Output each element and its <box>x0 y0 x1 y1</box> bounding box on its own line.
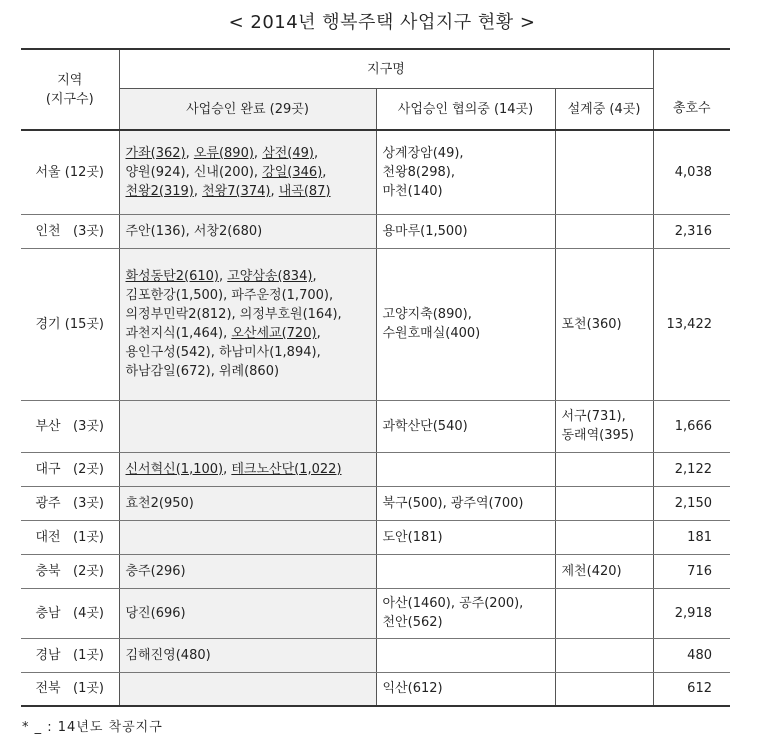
designing-line: 서구(731), <box>561 409 626 424</box>
designing-cell <box>555 130 653 214</box>
designing-cell <box>555 638 653 672</box>
designing-cell <box>555 248 653 400</box>
designing-cell <box>555 452 653 486</box>
district-item: 주안(136) <box>125 223 186 239</box>
table-row <box>21 520 730 554</box>
approved-cell <box>119 672 376 706</box>
approved-line: 양원(924), 신내(200), 강일(346), <box>125 164 327 180</box>
region-cell: 경기 (15곳) <box>21 248 119 400</box>
consulting-line: 수원호매실(400) <box>382 326 481 341</box>
region-cell: 부산 (3곳) <box>21 400 119 452</box>
approved-cell <box>119 452 376 486</box>
approved-cell <box>119 486 376 520</box>
district-item: 화성동탄2(610) <box>125 269 219 284</box>
approved-line: 가좌(362), 오류(890), 삼전(49), <box>125 145 319 161</box>
consulting-cell <box>376 520 555 554</box>
table-row <box>21 400 730 452</box>
approved-line: 김포한강(1,500), 파주운정(1,700), <box>125 288 334 303</box>
consulting-cell <box>376 248 555 400</box>
page-title: < 2014년 행복주택 사업지구 현황 > <box>228 12 536 33</box>
consulting-cell <box>376 486 555 520</box>
district-item: 위례(860) <box>218 364 280 379</box>
table-row <box>21 130 730 214</box>
table-row <box>21 452 730 486</box>
district-item: 서창2(680) <box>193 223 263 239</box>
consulting-cell <box>376 214 555 248</box>
district-item: 양원(924) <box>125 164 186 180</box>
designing-cell <box>555 214 653 248</box>
region-cell: 광주 (3곳) <box>21 486 119 520</box>
district-item: 과천지식(1,464) <box>125 326 224 341</box>
approved-line: 과천지식(1,464), 오산세교(720), <box>125 326 321 341</box>
consulting-cell <box>376 554 555 588</box>
consulting-cell <box>376 400 555 452</box>
region-cell: 충북 (2곳) <box>21 554 119 588</box>
total-cell: 181 <box>653 520 730 554</box>
district-item: 고양삼송(834) <box>227 269 313 284</box>
approved-cell <box>119 554 376 588</box>
consulting-line: 과학산단(540) <box>382 418 468 434</box>
district-item: 하남미사(1,894) <box>218 345 317 360</box>
designing-cell <box>555 486 653 520</box>
designing-cell <box>555 400 653 452</box>
total-header-top <box>653 49 730 89</box>
consulting-line: 용마루(1,500) <box>382 223 468 239</box>
table-row <box>21 248 730 400</box>
consulting-line: 천왕8(298), <box>382 164 455 180</box>
table-row <box>21 588 730 638</box>
total-cell: 2,122 <box>653 452 730 486</box>
consulting-line: 익산(612) <box>382 681 443 697</box>
region-cell: 인천 (3곳) <box>21 214 119 248</box>
designing-cell <box>555 672 653 706</box>
district-item: 천왕2(319) <box>125 183 194 199</box>
region-cell: 경남 (1곳) <box>21 638 119 672</box>
consulting-line: 천안(562) <box>382 615 443 630</box>
region-cell: 서울 (12곳) <box>21 130 119 214</box>
consulting-cell <box>376 638 555 672</box>
approved-line <box>126 646 370 665</box>
table-row <box>21 672 730 706</box>
approved-header: 사업승인 완료 (29곳) <box>119 89 376 131</box>
approved-line: 하남감일(672), 위례(860) <box>125 364 280 379</box>
total-cell: 612 <box>653 672 730 706</box>
total-cell: 1,666 <box>653 400 730 452</box>
consulting-cell <box>376 588 555 638</box>
approved-line <box>126 604 370 623</box>
approved-cell <box>119 400 376 452</box>
district-item: 테크노산단(1,022) <box>231 461 342 477</box>
district-table <box>21 48 730 707</box>
district-item: 오류(890) <box>193 145 254 161</box>
district-item: 의정부민락2(812) <box>125 307 232 322</box>
consulting-cell <box>376 452 555 486</box>
total-cell: 13,422 <box>653 248 730 400</box>
footnote: * _ : 14년도 착공지구 <box>22 720 163 735</box>
district-item: 가좌(362) <box>125 145 186 161</box>
region-cell: 전북 (1곳) <box>21 672 119 706</box>
total-header: 총호수 <box>653 89 730 131</box>
total-cell: 2,150 <box>653 486 730 520</box>
total-cell: 716 <box>653 554 730 588</box>
district-item: 천왕7(374) <box>202 183 271 199</box>
designing-line: 제천(420) <box>561 563 622 579</box>
table-row <box>21 214 730 248</box>
consulting-header: 사업승인 협의중 (14곳) <box>376 89 555 131</box>
consulting-cell <box>376 672 555 706</box>
designing-line: 동래역(395) <box>561 428 635 443</box>
designing-cell <box>555 588 653 638</box>
district-item: 당진(696) <box>125 605 186 621</box>
approved-line: 주안(136), 서창2(680) <box>125 223 263 239</box>
approved-line: 의정부민락2(812), 의정부호원(164), <box>125 307 342 322</box>
district-header: 지구명 <box>119 49 653 89</box>
district-item: 신내(200) <box>193 164 254 180</box>
designing-cell <box>555 520 653 554</box>
consulting-line: 아산(1460), 공주(200), <box>382 596 524 611</box>
approved-line: 용인구성(542), 하남미사(1,894), <box>125 345 321 360</box>
district-item: 오산세교(720) <box>231 326 317 341</box>
consulting-cell <box>376 130 555 214</box>
total-cell: 4,038 <box>653 130 730 214</box>
approved-line: 화성동탄2(610), 고양삼송(834), <box>125 269 317 284</box>
total-cell: 480 <box>653 638 730 672</box>
district-item: 하남감일(672) <box>125 364 211 379</box>
approved-cell <box>119 248 376 400</box>
district-item: 충주(296) <box>125 563 186 579</box>
district-item: 김포한강(1,500) <box>125 288 224 303</box>
consulting-line: 마천(140) <box>382 183 443 199</box>
region-header <box>21 49 119 130</box>
region-header-label: 지역 <box>57 72 83 88</box>
designing-header: 설계중 (4곳) <box>555 89 653 131</box>
designing-cell <box>555 554 653 588</box>
district-item: 파주운정(1,700) <box>231 288 329 303</box>
region-header-sub: (지구수) <box>45 91 94 107</box>
consulting-line: 고양지축(890), <box>382 307 472 322</box>
total-cell: 2,918 <box>653 588 730 638</box>
approved-line <box>126 562 370 581</box>
approved-cell <box>119 588 376 638</box>
consulting-line: 북구(500), 광주역(700) <box>382 495 524 511</box>
district-item: 김해진영(480) <box>125 647 211 663</box>
total-cell: 2,316 <box>653 214 730 248</box>
approved-cell <box>119 214 376 248</box>
district-item: 신서혁신(1,100) <box>125 461 224 477</box>
region-cell: 충남 (4곳) <box>21 588 119 638</box>
district-item: 의정부호원(164) <box>239 307 338 322</box>
table-row <box>21 554 730 588</box>
approved-cell <box>119 130 376 214</box>
region-cell: 대전 (1곳) <box>21 520 119 554</box>
district-item: 삼전(49) <box>262 145 314 161</box>
district-item: 용인구성(542) <box>125 345 211 360</box>
approved-line: 천왕2(319), 천왕7(374), 내곡(87) <box>125 183 331 199</box>
district-item: 내곡(87) <box>278 183 331 199</box>
approved-cell <box>119 638 376 672</box>
designing-line: 포천(360) <box>561 316 622 332</box>
approved-line <box>126 494 370 513</box>
table-row <box>21 638 730 672</box>
table-row <box>21 486 730 520</box>
consulting-line: 상계장암(49), <box>382 145 464 161</box>
consulting-line: 도안(181) <box>382 529 443 545</box>
district-item: 효천2(950) <box>125 495 194 511</box>
district-item: 강일(346) <box>262 164 323 180</box>
region-cell: 대구 (2곳) <box>21 452 119 486</box>
approved-cell <box>119 520 376 554</box>
approved-line: 신서혁신(1,100), 테크노산단(1,022) <box>125 461 342 477</box>
